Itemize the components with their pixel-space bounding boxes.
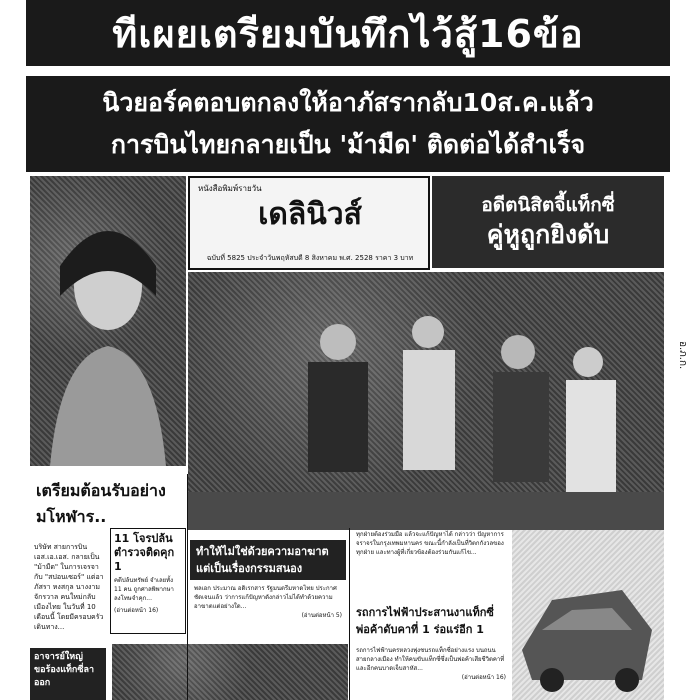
photo-credit: อ.ภ.ก. (677, 340, 688, 370)
middle-story-text: พลเอก ประมาณ อดิเรกสาร รัฐมนตรีมหาดไทย ประกาศชัดเจนแล้ว ว่าการแก้ปัญหาดังกล่าวไม่ได้ทำด้วยความอาฆาตแต่อย่างใด... (194, 585, 337, 610)
middle-story-headline: ทำให้ไม่ใช่ด้วยความอาฆาตแต่เป็นเรื่องกรรมสนอง (190, 540, 346, 580)
right-story-headline: รถการไฟฟ้าประสานงาแท็กซี่พ่อค้าดับคาที่ 1 ร่อแร่อีก 1 (356, 606, 494, 636)
boxed-story-continued: (อ่านต่อหน้า 16) (114, 607, 159, 614)
boxed-story-headline: 11 โจรปล้นตำรวจติดคุก 1 (114, 532, 175, 573)
right-story-continued: (อ่านต่อหน้า 16) (461, 674, 506, 681)
side-headline (432, 176, 664, 268)
masthead-top-line: หนังสือพิมพ์รายวัน (198, 184, 262, 193)
right-story-body (352, 644, 510, 694)
subheadline-banner (26, 76, 670, 172)
portrait-photo (30, 176, 186, 466)
left-story-body: บริษัท สายการบิน เอส.เอ.เอส. กลายเป็น "ม้ามืด" ในการเจรจากับ "สปอนเซอร์" แต่อาภัสรา หงสกุล นางงามจักรวาล คนใหม่กลับเมืองไทย ในวันที่ 10 เดือนนี้ โดยมีครอบครัวเดินทาง... (34, 543, 104, 631)
masthead-title: เดลินิวส์ (258, 196, 362, 232)
middle-story-continued: (อ่านต่อหน้า 5) (301, 612, 342, 619)
column-divider (187, 474, 188, 700)
side-headline-line-1: อดีตนิสิตจี้แท็กซี่ (481, 194, 615, 216)
newspaper-masthead (188, 176, 430, 270)
front-page-headline: ทีเผยเตรียมบันทึกไว้สู้16ข้อ (26, 0, 670, 66)
boxed-story (110, 528, 186, 634)
bottom-left-headline: อาจารย์ใหญ่ขอร้องแท็กซี่ลาออก (30, 648, 106, 700)
right-story-text: รถการไฟฟ้านครหลวงพุ่งชนรถแท็กซี่อย่างแรง บนถนนสายกลางเมือง ทำให้คนขับแท็กซี่ซึ่งเป็นพ่อค้าเสียชีวิตคาที่ และอีกคนบาดเจ็บสาหัส... (356, 647, 505, 672)
masthead-issue-info: ฉบับที่ 5825 ประจำวันพฤหัสบดี 8 สิงหาคม พ.ศ. 2528 ราคา 3 บาท (206, 254, 414, 262)
bottom-photo (112, 644, 348, 700)
left-story-headline: เตรียมต้อนรับอย่างมโหฬาร.. (36, 481, 166, 526)
subheadline-line-1: นิวยอร์คตอบตกลงให้อาภัสรากลับ10ส.ค.แล้ว (102, 88, 594, 117)
column-divider (349, 528, 350, 700)
boxed-story-body: คดีปล้นทรัพย์ จำเลยทั้ง 11 คน ถูกศาลพิพากษาลงโทษจำคุก... (114, 577, 174, 602)
main-news-photo (188, 272, 664, 530)
side-headline-line-2: คู่หูถูกยิงดับ (486, 220, 610, 249)
right-top-story-body: ทุกฝ่ายต้องร่วมมือ แล้วจะแก้ปัญหาได้ กล่าวว่า ปัญหาการจราจรในกรุงเทพมหานคร ขณะนี้กำลังเป็นที่วิตกกังวลของทุกฝ่าย และทางผู้ที่เกี่ยวข้องต้องร่วมกันแก้ไข... (356, 531, 504, 556)
crash-photo (512, 530, 664, 700)
subheadline-line-2: การบินไทยกลายเป็น 'ม้ามืด' ติดต่อได้สำเร็จ (110, 130, 586, 159)
middle-story-body (190, 582, 346, 632)
